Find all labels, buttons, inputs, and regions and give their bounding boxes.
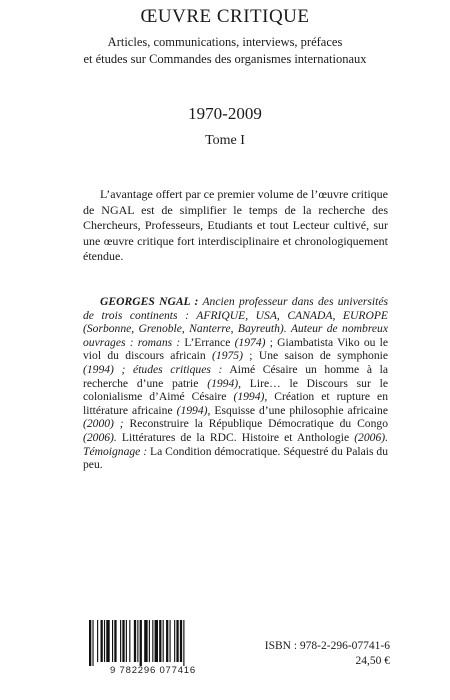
barcode-bar — [129, 620, 130, 662]
barcode-bar — [159, 620, 161, 662]
barcode-bars — [83, 620, 223, 666]
barcode-bar — [152, 620, 153, 662]
barcode — [83, 620, 223, 680]
book-subtitle — [0, 34, 450, 68]
price-label: 24,50 € — [355, 655, 390, 667]
bio-segment: Ancien professeur dans des universités de trois continents : AFRIQUE, USA, CANADA, EUROPE (Sorbonne, Grenoble, Nanterre, Bayreuth). Auteur de nombreux ouvrages : romans : — [83, 295, 388, 349]
barcode-bar — [166, 620, 168, 662]
subtitle-line-1: Articles, communications, interviews, préfaces — [107, 35, 343, 49]
author-bio-paragraph — [83, 295, 388, 472]
bio-segment: (1994), — [176, 403, 211, 417]
barcode-bar — [122, 620, 124, 662]
bio-segment: (1994) ; études critiques : — [83, 362, 223, 376]
barcode-bar — [174, 620, 175, 662]
bio-segment: Témoignage : — [83, 444, 148, 458]
barcode-bar — [120, 620, 121, 662]
barcode-bar — [176, 620, 178, 662]
barcode-bar — [106, 620, 109, 662]
blurb-paragraph: L’avantage offert par ce premier volume de l’œuvre critique de NGAL est de simplifier le temps de la recherche des Chercheurs, Professeurs, Etudiants et tout Lecteur cultivé, sur une œuvre critique fort interdisciplinaire et chronologiquement étendue. — [83, 187, 388, 263]
barcode-bar — [170, 620, 171, 662]
bio-segment: ; Giambatista Viko ou le viol du discours africain — [83, 335, 389, 363]
isbn-label: ISBN : 978-2-296-07741-6 — [264, 640, 390, 652]
bio-segment: L’Errance — [180, 335, 235, 349]
barcode-bar — [163, 620, 164, 662]
barcode-bar — [149, 620, 150, 662]
barcode-bar — [183, 620, 184, 666]
volume-label: Tome I — [205, 133, 245, 148]
barcode-digits: 9 782296 077416 — [110, 665, 196, 676]
bio-segment: (2006). — [354, 430, 388, 444]
barcode-bar — [104, 620, 105, 662]
bio-segment: Esquisse d’une philosophie africaine — [210, 403, 388, 417]
book-title: ŒUVRE CRITIQUE — [140, 6, 310, 27]
barcode-bar — [101, 620, 103, 662]
barcode-bar — [112, 620, 113, 662]
barcode-bar — [180, 620, 182, 662]
barcode-bar — [97, 620, 98, 662]
bio-segment: ; Une saison de symphonie — [242, 349, 388, 363]
bio-segment: (2000) ; — [83, 417, 124, 431]
barcode-bar — [137, 620, 138, 662]
barcode-bar — [89, 620, 91, 666]
barcode-bar — [92, 620, 93, 666]
author-name: GEORGES NGAL : — [100, 295, 199, 308]
barcode-bar — [140, 620, 142, 666]
barcode-bar — [126, 620, 127, 662]
barcode-bar — [134, 620, 136, 662]
subtitle-line-2: et études sur Commandes des organismes internationaux — [83, 52, 367, 66]
barcode-bar — [144, 620, 147, 662]
bio-segment: (1994), — [207, 376, 242, 390]
bio-segment: Lire… le Discours sur le colonialisme d’Aimé Césaire — [83, 376, 388, 404]
bio-segment: (1975) — [212, 349, 243, 363]
bio-segment: Aimé Césaire un homme à la recherche d’une patrie — [83, 362, 388, 390]
barcode-bar — [155, 620, 158, 662]
barcode-bar — [114, 620, 116, 662]
bio-segment: Reconstruire la République Démocratique du Congo — [123, 417, 388, 431]
bio-segment: La Condition démocratique. Séquestré du Palais du peu. — [83, 444, 389, 472]
bio-segment: (2006). — [83, 430, 117, 444]
bio-segment: (1974) — [234, 335, 266, 349]
bio-segment: Littératures de la RDC. Histoire et Anthologie — [116, 430, 355, 444]
year-range: 1970-2009 — [188, 104, 262, 123]
bio-segment: Création et rupture en littérature africaine — [83, 390, 388, 417]
bio-segment: (1994), — [233, 390, 268, 404]
